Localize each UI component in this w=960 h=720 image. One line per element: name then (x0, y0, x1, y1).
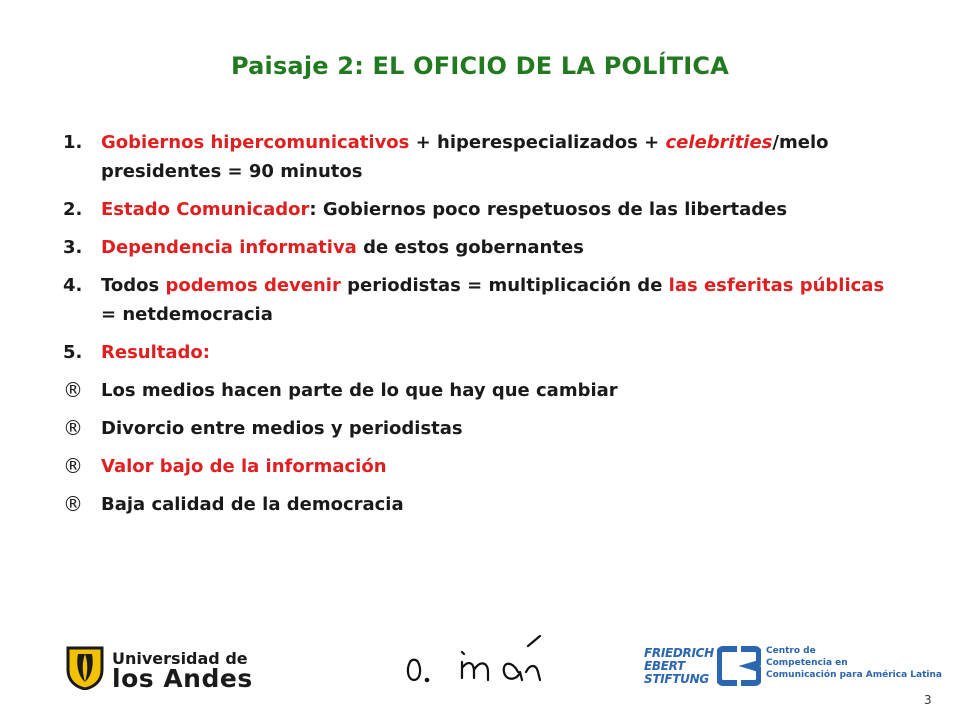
slide-title: Paisaje 2: EL OFICIO DE LA POLÍTICA (230, 52, 730, 80)
uandes-name-line1: Universidad de (112, 649, 248, 668)
universidad-de-los-andes-logo (66, 644, 256, 694)
list-item-text: Gobiernos hipercomunicativos (101, 132, 410, 153)
list-item-text: periodistas = multiplicación de (340, 275, 669, 296)
list-item (63, 376, 903, 405)
list-item (63, 271, 903, 329)
list-item (63, 233, 903, 262)
list-item-text: : Gobiernos poco respetuosos de las libertades (309, 199, 788, 220)
list-item-text: Valor bajo de la información (101, 456, 387, 477)
list-item-text: Estado Comunicador (101, 199, 310, 220)
bullet-symbol-icon: ® (63, 378, 83, 402)
list-item-text: Resultado: (101, 342, 210, 363)
bullet-symbol-icon: ® (63, 492, 83, 516)
bullet-list (63, 128, 903, 528)
list-number: 2. (63, 199, 83, 220)
list-item-text: podemos devenir (165, 275, 341, 296)
c3-logo-line: Comunicación para América Latina (766, 670, 942, 680)
list-item (63, 338, 903, 367)
bullet-symbol-icon: ® (63, 454, 83, 478)
friedrich-ebert-stiftung-logo (644, 647, 714, 686)
c3-logo-line: Centro de (766, 646, 816, 656)
list-item-text: + hiperespecializados + (409, 132, 666, 153)
list-item (63, 414, 903, 443)
list-item-text: /melo presidentes = 90 minutos (101, 132, 829, 182)
list-item-text: Dependencia informativa (101, 237, 357, 258)
list-item-text: celebrities (665, 132, 773, 153)
list-item-text: Los medios hacen parte de lo que hay que cambiar (101, 380, 618, 401)
list-item-text: las esferitas públicas (668, 275, 885, 296)
list-item-text: Todos (101, 275, 166, 296)
list-item-text: = netdemocracia (101, 304, 273, 325)
list-item-text: Baja calidad de la democracia (101, 494, 404, 515)
c3-logo-text (766, 645, 942, 681)
list-item (63, 195, 903, 224)
uandes-crest-icon (66, 646, 104, 690)
c3-logo-icon (717, 645, 761, 687)
handwritten-signature (400, 632, 560, 688)
list-number: 4. (63, 275, 83, 296)
list-item (63, 490, 903, 519)
fes-logo-line: FRIEDRICH (644, 646, 714, 660)
page-number: 3 (924, 693, 932, 707)
list-item-text: Divorcio entre medios y periodistas (101, 418, 463, 439)
list-number: 1. (63, 132, 83, 153)
list-number: 3. (63, 237, 83, 258)
list-item (63, 128, 903, 186)
list-number: 5. (63, 342, 83, 363)
list-item-text: de estos gobernantes (356, 237, 584, 258)
c3-logo-line: Competencia en (766, 658, 848, 668)
uandes-name-line2: los Andes (112, 664, 253, 693)
list-item (63, 452, 903, 481)
fes-logo-line: STIFTUNG (644, 672, 709, 686)
fes-logo-line: EBERT (644, 659, 685, 673)
bullet-symbol-icon: ® (63, 416, 83, 440)
